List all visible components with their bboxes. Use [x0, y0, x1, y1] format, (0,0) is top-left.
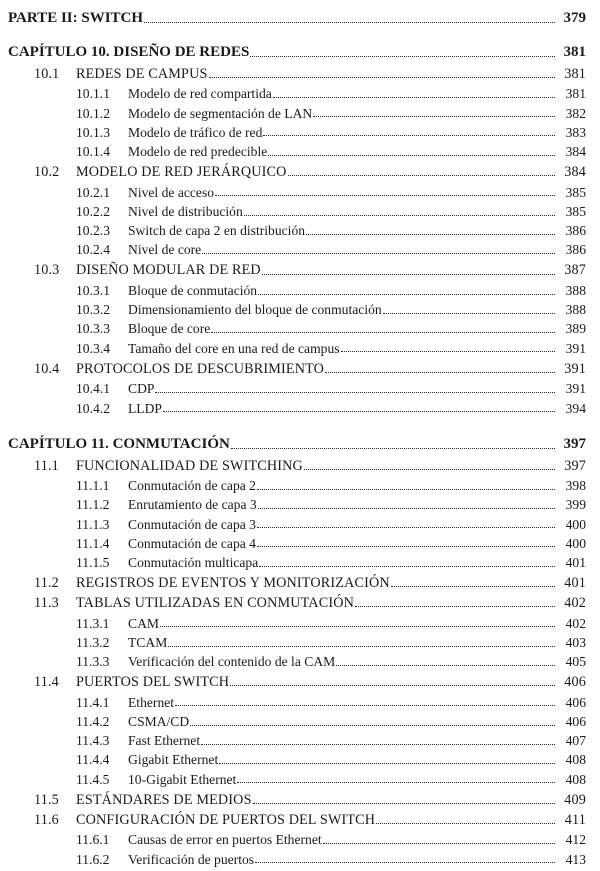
toc-sub-entry: [0, 100, 600, 120]
toc-dot-leader: [257, 546, 555, 547]
toc-sub-entry: [0, 316, 600, 336]
toc-entry-line: [76, 87, 556, 101]
toc-dot-leader: [323, 843, 555, 844]
toc-page-number: 388: [565, 302, 586, 318]
toc-sub-entry: [0, 747, 600, 767]
toc-entry-line: [76, 402, 556, 416]
toc-entry-line: [76, 126, 556, 140]
toc-entry-line: [76, 537, 556, 551]
toc-sub-entry: [0, 179, 600, 199]
toc-entry-line: [76, 342, 556, 356]
toc-entry-line: [76, 696, 556, 710]
toc-sub-entry: [0, 511, 600, 531]
toc-entry-title: CAPÍTULO 10. DISEÑO DE REDES: [8, 44, 250, 60]
toc-entry-number: 11.1.2: [76, 497, 110, 513]
toc-entry-line: [34, 459, 556, 473]
toc-dot-leader: [268, 155, 555, 156]
toc-entry-number: 11.3.3: [76, 654, 110, 670]
toc-entry-line: [76, 382, 556, 396]
toc-dot-leader: [257, 527, 555, 528]
toc-sub-entry: [0, 709, 600, 729]
toc-page-number: 401: [564, 575, 586, 592]
toc-page-number: 383: [565, 124, 586, 140]
toc-entry-line: [34, 596, 556, 610]
toc-entry-number: 11.5: [34, 791, 59, 808]
toc-entry-title: Conmutación de capa 2: [128, 478, 256, 494]
toc-entry-title: PARTE II: SWITCH: [8, 10, 144, 26]
toc-sub-entry: [0, 530, 600, 550]
toc-entry-number: 10.3.3: [76, 321, 110, 337]
toc-entry-line: [76, 556, 556, 570]
toc-entry-line: [76, 186, 556, 200]
toc-entry-number: 11.1.5: [76, 555, 110, 570]
toc-sub-entry: [0, 119, 600, 139]
toc-entry-line: [34, 67, 556, 81]
toc-entry-number: 10.4.2: [76, 400, 110, 416]
toc-page-number: 381: [565, 86, 586, 102]
toc-sub-entry: [0, 846, 600, 866]
toc-dot-leader: [383, 313, 555, 314]
toc-entry-number: 11.1: [34, 457, 59, 474]
toc-entry-number: 10.4: [34, 360, 60, 377]
toc-entry-title: CONFIGURACIÓN DE PUERTOS DEL SWITCH: [76, 811, 376, 828]
toc-page-number: 406: [564, 674, 586, 691]
toc-entry-title: MODELO DE RED JERÁRQUICO: [76, 164, 287, 181]
toc-entry-title: Tamaño del core en una red de campus: [128, 340, 340, 356]
toc-entry-line: [76, 322, 556, 336]
toc-dot-leader: [202, 253, 555, 254]
toc-sub-entry: [0, 218, 600, 238]
toc-sub-entry: [0, 649, 600, 669]
toc-entry-number: 11.4.5: [76, 771, 110, 787]
toc-page-number: 408: [565, 752, 586, 768]
toc-entry-number: 10.1.2: [76, 105, 110, 121]
toc-entry-title: CDP: [128, 381, 155, 397]
toc-entry-line: [76, 498, 556, 512]
toc-entry-title: Nivel de acceso: [128, 184, 215, 200]
toc-section-entry: [0, 258, 600, 278]
toc-entry-title: Bloque de core: [128, 321, 211, 337]
toc-page-number: 405: [565, 654, 586, 670]
toc-page-number: 386: [565, 242, 586, 258]
toc-dot-leader: [258, 508, 555, 509]
toc-sub-entry: [0, 473, 600, 493]
toc-page-number: 403: [565, 634, 586, 650]
toc-entry-number: 11.6.1: [76, 832, 110, 848]
toc-entry-title: Conmutación de capa 3: [128, 516, 256, 532]
toc-entry-title: CSMA/CD: [128, 714, 190, 729]
toc-dot-leader: [341, 351, 555, 352]
toc-dot-leader: [219, 763, 555, 764]
toc-dot-leader: [355, 606, 555, 607]
toc-entry-line: [76, 205, 556, 219]
toc-part-entry: [0, 6, 600, 26]
toc-entry-line: [76, 753, 556, 767]
toc-entry-line: [76, 107, 556, 121]
toc-page-number: 402: [564, 595, 586, 612]
toc-page-number: 401: [565, 555, 586, 570]
toc-entry-line: [76, 636, 556, 650]
toc-page-number: 379: [563, 10, 586, 26]
toc-entry-line: [34, 576, 556, 590]
toc-dot-leader: [231, 448, 555, 449]
toc-entry-title: Dimensionamiento del bloque de conmutación: [128, 302, 382, 318]
toc-entry-title: Enrutamiento de capa 3: [128, 497, 257, 513]
toc-entry-number: 11.2: [34, 575, 59, 592]
toc-page-number: 387: [564, 262, 586, 279]
toc-section-entry: [0, 570, 600, 590]
toc-entry-title: DISEÑO MODULAR DE RED: [76, 262, 261, 279]
toc-page-number: 408: [565, 771, 586, 787]
toc-dot-leader: [263, 135, 555, 136]
toc-dot-leader: [288, 175, 556, 176]
toc-entry-number: 11.1.3: [76, 516, 110, 532]
toc-page-number: 381: [564, 65, 586, 82]
toc-entry-number: 11.1.4: [76, 535, 110, 551]
toc-dot-leader: [259, 566, 555, 567]
toc-entry-line: [76, 303, 556, 317]
toc-dot-leader: [257, 489, 555, 490]
toc-chapter-entry: [0, 432, 600, 452]
toc-entry-number: 10.2.1: [76, 184, 110, 200]
toc-section-entry: [0, 787, 600, 807]
toc-section-entry: [0, 453, 600, 473]
toc-page-number: 400: [565, 516, 586, 532]
toc-page-number: 389: [565, 321, 586, 337]
toc-entry-title: Gigabit Ethernet: [128, 752, 219, 768]
toc-entry-line: [76, 224, 556, 238]
toc-entry-line: [8, 437, 556, 452]
toc-page-number: 398: [565, 478, 586, 494]
toc-sub-entry: [0, 376, 600, 396]
toc-page-number: 409: [564, 791, 586, 808]
toc-entry-number: 10.2.3: [76, 223, 110, 239]
toc-dot-leader: [160, 626, 555, 627]
toc-dot-leader: [258, 294, 555, 295]
toc-dot-leader: [168, 646, 555, 647]
toc-entry-title: Verificación del contenido de la CAM: [128, 654, 336, 670]
toc-section-entry: [0, 61, 600, 81]
toc-section-entry: [0, 807, 600, 827]
toc-dot-leader: [313, 116, 555, 117]
toc-entry-title: LLDP: [128, 400, 162, 416]
toc-sub-entry: [0, 237, 600, 257]
toc-entry-line: [76, 479, 556, 493]
toc-entry-title: Modelo de red compartida: [128, 86, 272, 102]
toc-entry-number: 10.1.4: [76, 144, 110, 159]
toc-entry-line: [8, 45, 556, 60]
toc-entry-title: PUERTOS DEL SWITCH: [76, 674, 230, 691]
toc-sub-entry: [0, 766, 600, 786]
toc-page-number: 384: [565, 144, 586, 159]
toc-entry-title: Ethernet: [128, 694, 175, 710]
toc-entry-number: 10.3.1: [76, 283, 110, 298]
toc-dot-leader: [262, 274, 555, 275]
toc-page-number: 391: [565, 340, 586, 356]
toc-entry-title: 10-Gigabit Ethernet: [128, 771, 237, 787]
toc-dot-leader: [253, 803, 555, 804]
toc-sub-entry: [0, 278, 600, 298]
toc-entry-title: PROTOCOLOS DE DESCUBRIMIENTO: [76, 360, 325, 377]
toc-entry-line: [34, 362, 556, 376]
toc-entry-number: 10.1.3: [76, 124, 110, 140]
toc-entry-number: 10.4.1: [76, 381, 110, 397]
toc-dot-leader: [201, 744, 555, 745]
toc-entry-line: [76, 833, 556, 847]
toc-section-entry: [0, 669, 600, 689]
toc-entry-title: TCAM: [128, 634, 168, 650]
toc-page-number: 397: [564, 457, 586, 474]
toc-entry-line: [34, 793, 556, 807]
toc-dot-leader: [237, 782, 555, 783]
toc-entry-number: 11.4.1: [76, 694, 110, 710]
toc-entry-title: CAPÍTULO 11. CONMUTACIÓN: [8, 435, 230, 452]
toc-entry-title: Causas de error en puertos Ethernet: [128, 832, 322, 848]
toc-entry-line: [76, 773, 556, 787]
toc-entry-title: ESTÁNDARES DE MEDIOS: [76, 791, 252, 808]
toc-dot-leader: [211, 332, 555, 333]
toc-entry-line: [76, 243, 556, 257]
toc-sub-entry: [0, 610, 600, 630]
toc-entry-title: Verificación de puertos: [128, 851, 255, 867]
toc-dot-leader: [230, 685, 555, 686]
toc-sub-entry: [0, 297, 600, 317]
toc-page-number: 412: [565, 832, 586, 848]
toc-sub-entry: [0, 492, 600, 512]
toc-entry-title: REDES DE CAMPUS: [76, 65, 208, 82]
toc-entry-number: 10.1: [34, 65, 60, 82]
toc-dot-leader: [391, 586, 555, 587]
toc-entry-number: 10.1.1: [76, 86, 110, 102]
toc-sub-entry: [0, 335, 600, 355]
toc-entry-line: [76, 715, 556, 729]
toc-entry-line: [76, 145, 556, 159]
toc-entry-title: Modelo de red predecible: [128, 144, 268, 159]
toc-entry-number: 11.3.1: [76, 615, 110, 631]
toc-sub-entry: [0, 728, 600, 748]
toc-entry-title: Conmutación multicapa: [128, 555, 259, 570]
toc-page-number: 394: [565, 400, 586, 416]
toc-entry-number: 10.3.4: [76, 340, 110, 356]
toc-dot-leader: [376, 823, 555, 824]
toc-entry-title: Nivel de distribución: [128, 203, 243, 219]
toc-dot-leader: [175, 705, 555, 706]
toc-dot-leader: [304, 469, 555, 470]
toc-entry-number: 11.3: [34, 595, 59, 612]
toc-page-number: 385: [565, 203, 586, 219]
toc-entry-line: [76, 284, 556, 298]
toc-dot-leader: [336, 665, 555, 666]
toc-entry-number: 11.3.2: [76, 634, 110, 650]
toc-dot-leader: [250, 56, 555, 57]
toc-dot-leader: [155, 392, 555, 393]
toc-dot-leader: [306, 234, 555, 235]
toc-sub-entry: [0, 139, 600, 159]
toc-page-number: 402: [565, 615, 586, 631]
toc-entry-number: 11.4: [34, 674, 59, 691]
toc-page-number: 381: [563, 44, 586, 60]
toc-entry-number: 11.6: [34, 811, 59, 828]
toc-entry-line: [34, 263, 556, 277]
toc-entry-number: 10.2: [34, 164, 60, 181]
toc-section-entry: [0, 590, 600, 610]
toc-entry-line: [34, 813, 556, 827]
toc-page-number: 386: [565, 223, 586, 239]
toc-entry-line: [76, 518, 556, 532]
toc-entry-number: 10.3.2: [76, 302, 110, 318]
toc-entry-title: Modelo de segmentación de LAN: [128, 105, 313, 121]
toc-sub-entry: [0, 550, 600, 570]
toc-entry-title: FUNCIONALIDAD DE SWITCHING: [76, 457, 303, 474]
toc-dot-leader: [255, 862, 555, 863]
toc-entry-title: Conmutación de capa 4: [128, 535, 256, 551]
toc-entry-number: 10.3: [34, 262, 60, 279]
toc-entry-number: 11.4.3: [76, 733, 110, 749]
toc-sub-entry: [0, 630, 600, 650]
toc-page-number: 388: [565, 283, 586, 298]
toc-entry-line: [34, 675, 556, 689]
toc-entry-title: Modelo de tráfico de red: [128, 124, 263, 140]
toc-section-entry: [0, 159, 600, 179]
toc-entry-number: 10.2.4: [76, 242, 110, 258]
toc-page-number: 400: [565, 535, 586, 551]
toc-entry-line: [34, 165, 556, 179]
toc-dot-leader: [325, 372, 555, 373]
toc-page-number: 391: [565, 381, 586, 397]
toc-sub-entry: [0, 689, 600, 709]
toc-entry-title: TABLAS UTILIZADAS EN CONMUTACIÓN: [76, 595, 354, 612]
toc-entry-number: 11.4.2: [76, 714, 110, 729]
toc-entry-number: 11.1.1: [76, 478, 110, 494]
toc-page-number: 413: [565, 851, 586, 867]
toc-page-number: 406: [565, 694, 586, 710]
toc-sub-entry: [0, 81, 600, 101]
toc-entry-title: Bloque de conmutación: [128, 283, 258, 298]
toc-entry-number: 11.6.2: [76, 851, 110, 867]
toc-entry-line: [76, 655, 556, 669]
toc-dot-leader: [273, 97, 555, 98]
toc-sub-entry: [0, 395, 600, 415]
toc-entry-line: [76, 734, 556, 748]
toc-sub-entry: [0, 827, 600, 847]
toc-page-number: 391: [564, 360, 586, 377]
toc-entry-number: 11.4.4: [76, 752, 110, 768]
toc-entry-number: 10.2.2: [76, 203, 110, 219]
toc-page-number: 411: [564, 811, 586, 828]
toc-page-number: 397: [563, 435, 586, 452]
toc-section-entry: [0, 356, 600, 376]
toc-page-number: 382: [565, 105, 586, 121]
toc-chapter-entry: [0, 40, 600, 60]
toc-dot-leader: [144, 22, 555, 23]
toc-sub-entry: [0, 199, 600, 219]
toc-entry-title: Switch de capa 2 en distribución: [128, 223, 306, 239]
toc-entry-line: [76, 853, 556, 867]
toc-entry-title: REGISTROS DE EVENTOS Y MONITORIZACIÓN: [76, 575, 390, 592]
toc-entry-line: [8, 11, 556, 26]
toc-entry-title: CAM: [128, 615, 159, 631]
toc-page-number: 399: [565, 497, 586, 513]
toc-entry-title: Nivel de core: [128, 242, 202, 258]
toc-dot-leader: [215, 195, 555, 196]
toc-dot-leader: [163, 411, 555, 412]
toc-page-number: 384: [564, 164, 586, 181]
toc-dot-leader: [244, 215, 555, 216]
toc-entry-title: Fast Ethernet: [128, 733, 201, 749]
toc-page-number: 406: [565, 714, 586, 729]
toc-dot-leader: [209, 77, 555, 78]
toc-entry-line: [76, 617, 556, 631]
toc-dot-leader: [190, 725, 555, 726]
toc-page-number: 407: [565, 733, 586, 749]
toc-page-number: 385: [565, 184, 586, 200]
